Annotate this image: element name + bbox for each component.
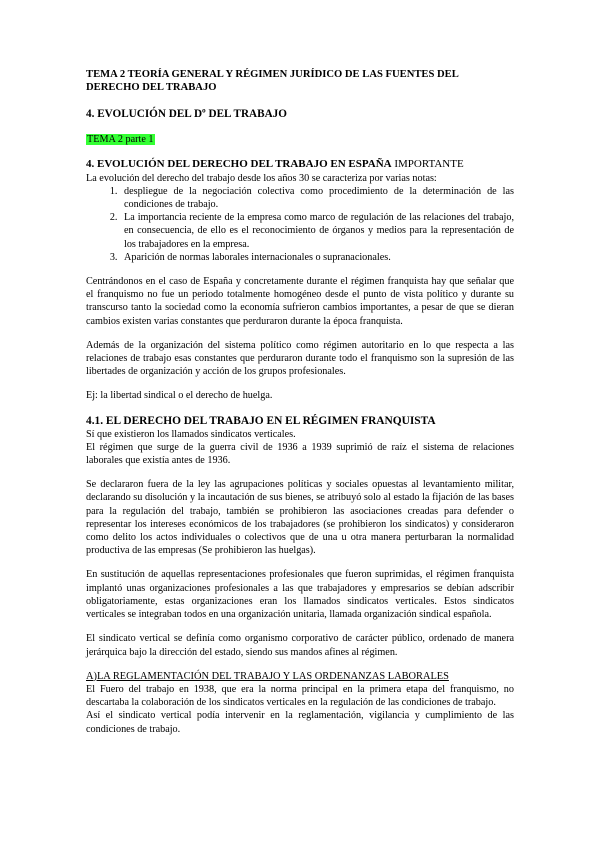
- evolution-heading-bold: 4. EVOLUCIÓN DEL DERECHO DEL TRABAJO EN ESPAÑA: [86, 158, 392, 171]
- notes-list: [86, 185, 514, 264]
- section-heading: 4. EVOLUCIÓN DEL Dº DEL TRABAJO: [86, 107, 287, 120]
- paragraph: Así el sindicato vertical podía intervenir en la reglamentación, vigilancia y cumplimiento de las condiciones de trabajo.: [86, 710, 514, 735]
- paragraph: Se declararon fuera de la ley las agrupaciones políticas y sociales opuestas al levantamiento militar, declarando su disolución y la incautación de sus bienes, se atribuyó solo al estado la fijación de las bases para la regulación del trabajo, también se prohibieron las asociaciones creadas para defender o representar los intereses económicos de los trabajadores (se prohibieron los sindicatos) y consideraron como delito los actos individuales o colectivos que de una u otra manera perturbaran la normalidad productiva de las empresas (Se prohibieron las huelgas).: [86, 479, 514, 557]
- subsection-heading-underlined: A)LA REGLAMENTACIÓN DEL TRABAJO Y LAS ORDENANZAS LABORALES: [86, 670, 449, 682]
- highlighted-text: TEMA 2 parte 1: [87, 133, 154, 145]
- paragraph: El régimen que surge de la guerra civil de 1936 a 1939 suprimió de raíz el sistema de relaciones laborales que existía antes de 1936.: [86, 441, 514, 467]
- paragraph: El Fuero del trabajo en 1938, que era la norma principal en la primera etapa del franquismo, no descartaba la colaboración de los sindicatos verticales en la regulación de las condiciones de trabajo.: [86, 683, 514, 709]
- highlight-line: [86, 133, 514, 146]
- document-title: TEMA 2 TEORÍA GENERAL Y RÉGIMEN JURÍDICO DE LAS FUENTES DEL DERECHO DEL TRABAJO: [86, 69, 459, 94]
- paragraph: Sí que existieron los llamados sindicatos verticales.: [86, 428, 296, 440]
- paragraph: Ej: la libertad sindical o el derecho de huelga.: [86, 390, 273, 402]
- evolution-heading-tag: IMPORTANTE: [391, 158, 464, 171]
- intro-paragraph: La evolución del derecho del trabajo desde los años 30 se caracteriza por varias notas:: [86, 172, 437, 184]
- subsection-heading: 4.1. EL DERECHO DEL TRABAJO EN EL RÉGIMEN FRANQUISTA: [86, 414, 436, 427]
- evolution-heading: [86, 158, 514, 172]
- list-item: 1. despliegue de la negociación colectiva como procedimiento de la determinación de las condiciones de trabajo.: [120, 185, 514, 211]
- list-item: 3. Aparición de normas laborales internacionales o supranacionales.: [120, 251, 514, 264]
- paragraph: En sustitución de aquellas representaciones profesionales que fueron suprimidas, el régimen franquista implantó unas organizaciones profesionales a las que trabajadores y empresarios se debían adscribir obligatoriamente, estas organizaciones eran los llamados sindicatos verticales. Estos sindicatos verticales se integraban todos en una organización unitaria, llamada organización sindical española.: [86, 569, 514, 621]
- list-item: 2. La importancia reciente de la empresa como marco de regulación de las relaciones del trabajo, en consecuencia, de ello es el reconocimiento de órganos y medios para la representación de los trabajadores en la empresa.: [120, 211, 514, 251]
- paragraph: Además de la organización del sistema político como régimen autoritario en lo que respecta a las relaciones de trabajo esas constantes que perduraron durante todo el franquismo son la supresión de las libertades de organización y acción de los grupos profesionales.: [86, 339, 514, 378]
- paragraph: Centrándonos en el caso de España y concretamente durante el régimen franquista hay que señalar que el franquismo no fue un periodo totalmente homogéneo desde el punto de vista político y durante su transcurso tanto la sociedad como la economía sufrieron cambios importantes, a pesar de que se dieran cambios existen varias constantes que perduraron durante la época franquista.: [86, 276, 514, 327]
- paragraph: El sindicato vertical se definía como organismo corporativo de carácter público, ordenado de manera jerárquica bajo la dirección del estado, siendo sus mandos afines al régimen.: [86, 633, 514, 658]
